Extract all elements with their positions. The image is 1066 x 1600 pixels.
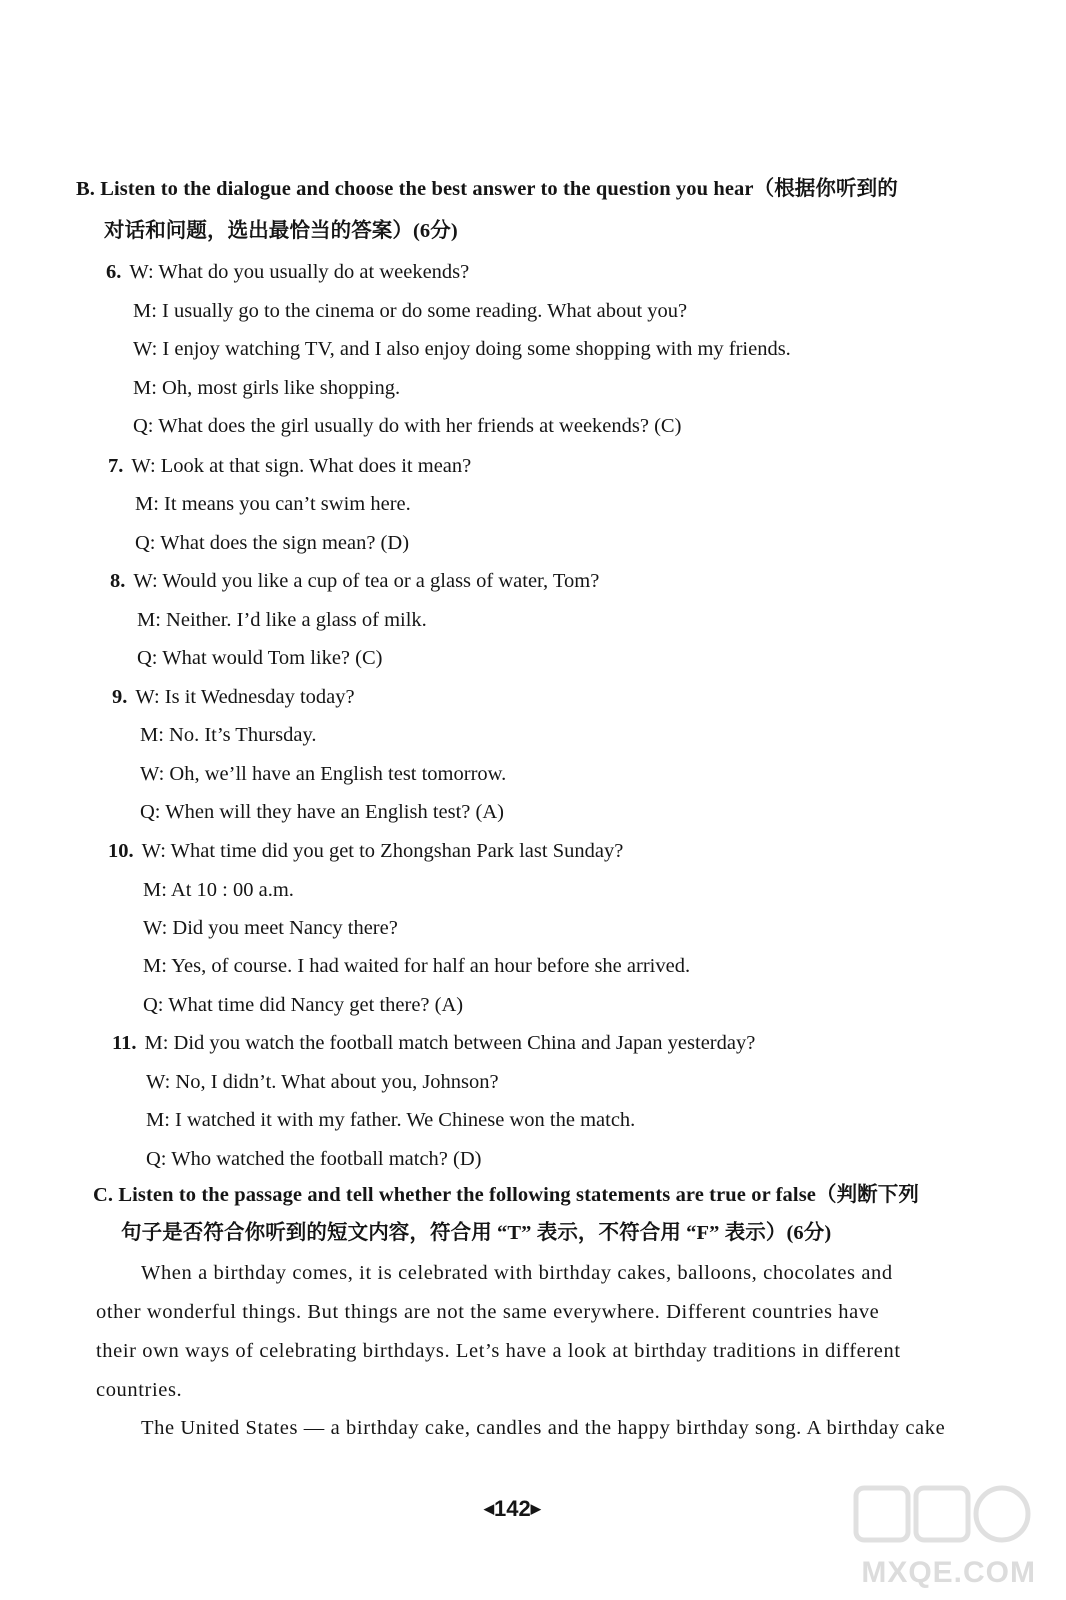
dialogue-line: Q: Who watched the football match? (D) (146, 1148, 482, 1170)
passage-line: When a birthday comes, it is celebrated with birthday cakes, balloons, chocolates and (141, 1262, 893, 1284)
dialogue-line: Q: When will they have an English test? (A) (140, 801, 504, 823)
question-number: 11. (112, 1032, 137, 1054)
dialogue-line: M: At 10 : 00 a.m. (143, 879, 294, 901)
section-c-heading-line1: C. Listen to the passage and tell whether the following statements are true or false（判断下列 (93, 1184, 919, 1206)
dialogue-line: Q: What time did Nancy get there? (A) (143, 994, 464, 1016)
dialogue-line: M: I usually go to the cinema or do some reading. What about you? (133, 300, 688, 322)
dialogue-line: 6. W: What do you usually do at weekends? (106, 261, 470, 283)
dialogue-line: M: No. It’s Thursday. (140, 724, 317, 746)
watermark-logo (846, 1480, 1036, 1590)
page-number: ◀142▶ (484, 1496, 541, 1521)
question-number: 8. (110, 570, 126, 592)
dialogue-line: 7. W: Look at that sign. What does it mean? (108, 455, 472, 477)
watermark-text: MXQE.COM (861, 1556, 1036, 1589)
passage-line: their own ways of celebrating birthdays. Let’s have a look at birthday traditions in different (96, 1340, 901, 1362)
question-number: 6. (106, 261, 122, 283)
passage-line: The United States — a birthday cake, candles and the happy birthday song. A birthday cake (141, 1417, 946, 1439)
dialogue-line: M: I watched it with my father. We Chinese won the match. (146, 1109, 636, 1131)
passage-line: countries. (96, 1379, 183, 1401)
dialogue-line: W: Oh, we’ll have an English test tomorrow. (140, 763, 507, 785)
dialogue-line: W: No, I didn’t. What about you, Johnson? (146, 1071, 499, 1093)
section-b-heading-line2: 对话和问题，选出最恰当的答案）(6分) (104, 220, 458, 242)
question-number: 10. (108, 840, 134, 862)
watermark-glyph-icon (846, 1480, 1036, 1560)
question-number: 9. (112, 686, 128, 708)
dialogue-line: Q: What does the sign mean? (D) (135, 532, 410, 554)
question-number: 7. (108, 455, 124, 477)
dialogue-line: M: Yes, of course. I had waited for half an hour before she arrived. (143, 955, 691, 977)
dialogue-line: W: I enjoy watching TV, and I also enjoy doing some shopping with my friends. (133, 338, 791, 360)
section-b-heading-line1: B. Listen to the dialogue and choose the best answer to the question you hear（根据你听到的 (76, 178, 898, 200)
dialogue-line: 11. M: Did you watch the football match between China and Japan yesterday? (112, 1032, 756, 1054)
dialogue-line: 10. W: What time did you get to Zhongshan Park last Sunday? (108, 840, 624, 862)
left-triangle-icon: ◀ (484, 1501, 494, 1516)
dialogue-line: W: Did you meet Nancy there? (143, 917, 398, 939)
dialogue-line: Q: What does the girl usually do with her friends at weekends? (C) (133, 415, 682, 437)
dialogue-line: M: Oh, most girls like shopping. (133, 377, 401, 399)
dialogue-line: M: Neither. I’d like a glass of milk. (137, 609, 427, 631)
dialogue-line: Q: What would Tom like? (C) (137, 647, 383, 669)
dialogue-line: M: It means you can’t swim here. (135, 493, 411, 515)
passage-line: other wonderful things. But things are not the same everywhere. Different countries have (96, 1301, 880, 1323)
dialogue-line: 8. W: Would you like a cup of tea or a glass of water, Tom? (110, 570, 600, 592)
section-c-heading-line2: 句子是否符合你听到的短文内容，符合用 “T” 表示，不符合用 “F” 表示）(6分) (121, 1222, 832, 1244)
right-triangle-icon: ▶ (530, 1501, 541, 1516)
dialogue-line: 9. W: Is it Wednesday today? (112, 686, 355, 708)
